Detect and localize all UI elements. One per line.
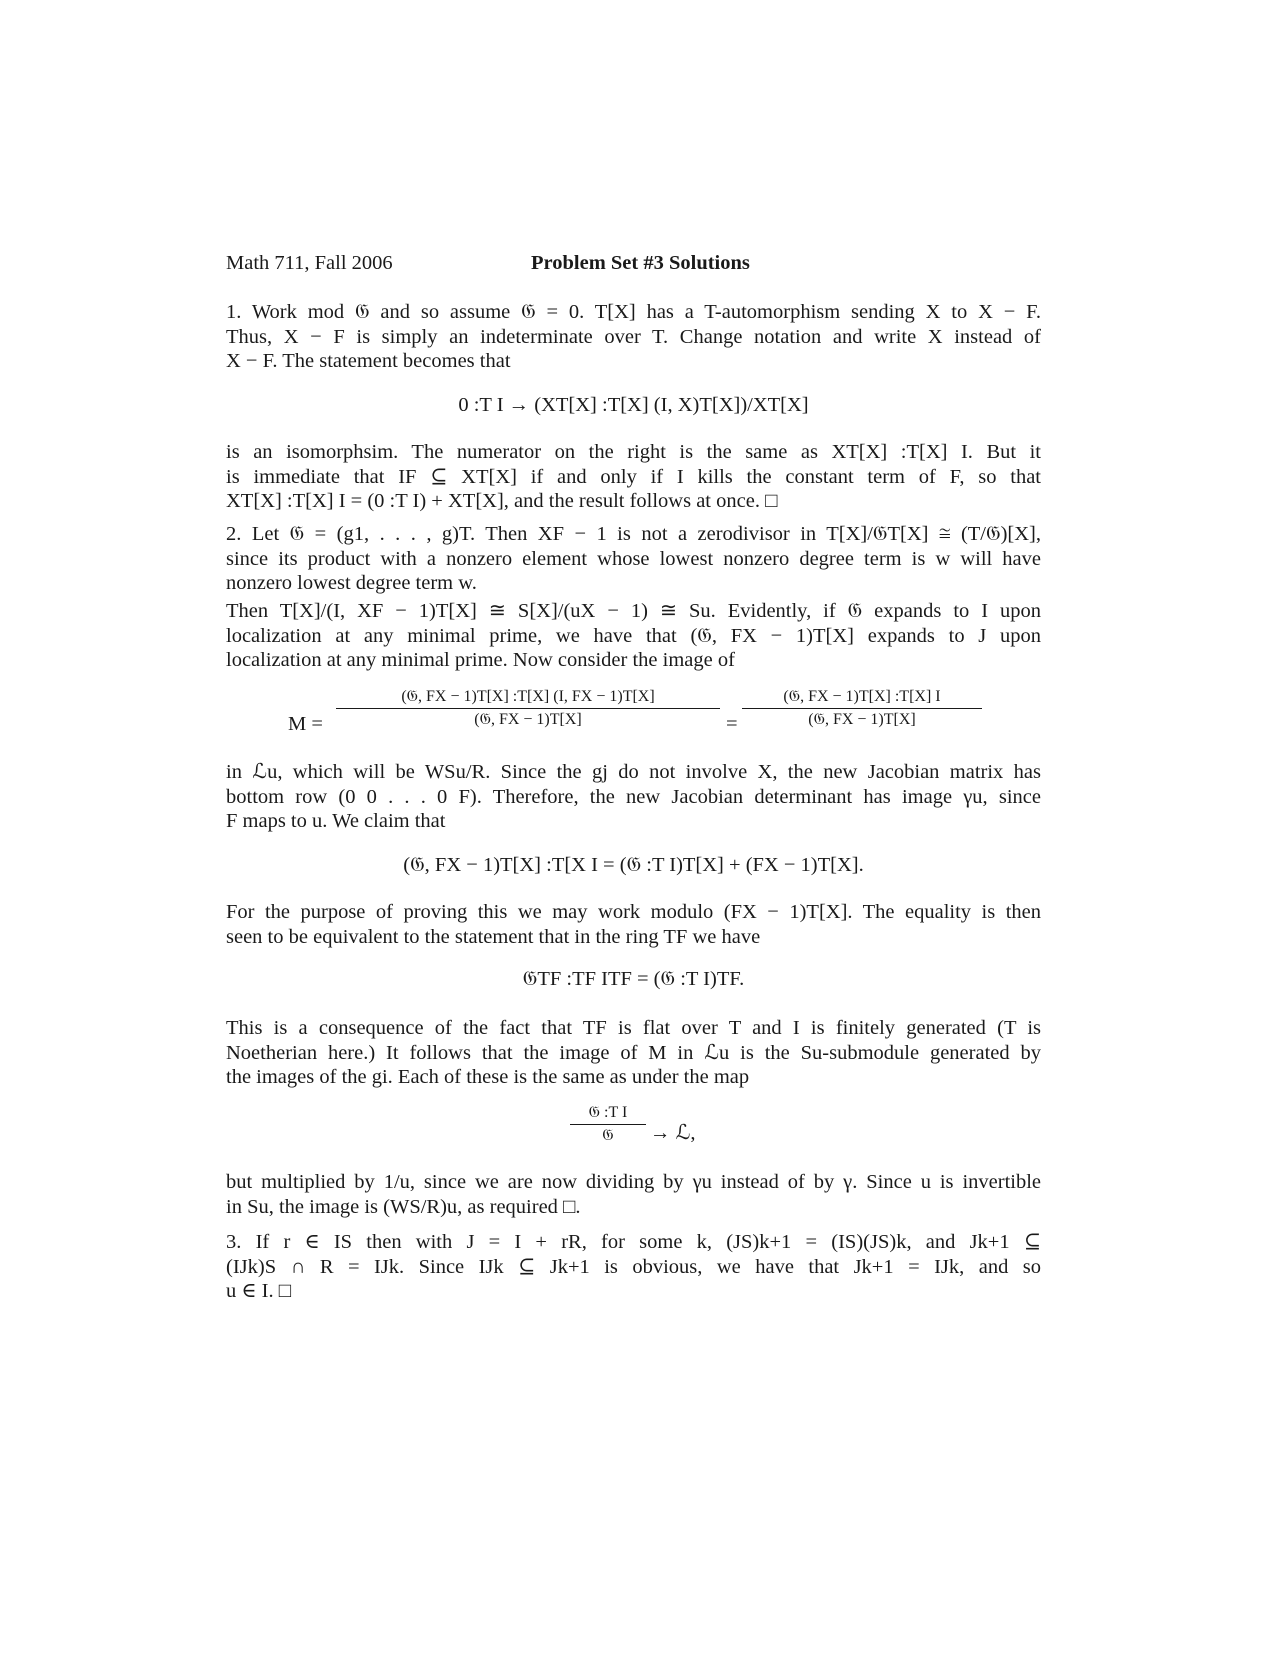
text-line: This is a consequence of the fact that TF is flat over T and I is finitely generated (T is [226, 1017, 1041, 1039]
fraction-numerator: 𝔊 :T I [570, 1104, 646, 1125]
text-line: u ∈ I. □ [226, 1280, 292, 1302]
text-line: since its product with a nonzero element whose lowest nonzero degree term is w will have [226, 547, 1041, 570]
ring-equation: 𝔊TF :TF ITF = (𝔊 :T I)TF. [522, 968, 745, 990]
text-line: 3. If r ∈ IS then with J = I + rR, for some k, (JS)k+1 = (IS)(JS)k, and Jk+1 ⊆ [226, 1231, 1041, 1253]
problem-2-localization [226, 599, 1041, 673]
final-paragraph [226, 1170, 1041, 1219]
fraction-denominator: (𝔊, FX − 1)T[X] [808, 711, 916, 728]
text-line: Noetherian here.) It follows that the image of M in ℒu is the Su-submodule generated by [226, 1041, 1041, 1064]
problem-1-statement [226, 300, 1041, 374]
map-arrow: → ℒ, [650, 1122, 696, 1144]
text-line: 1. Work mod 𝔊 and so assume 𝔊 = 0. T[X] has a T-automorphism sending X to X − F. [226, 301, 1041, 323]
fraction-denominator: (𝔊, FX − 1)T[X] [474, 711, 582, 728]
text-line: in Su, the image is (WS/R)u, as required □. [226, 1195, 581, 1218]
text-line: XT[X] :T[X] I = (0 :T I) + XT[X], and the result follows at once. □ [226, 490, 778, 512]
fraction [570, 1104, 646, 1145]
fraction-numerator: (𝔊, FX − 1)T[X] :T[X] I [742, 688, 982, 709]
problem-3-solution [226, 1230, 1041, 1304]
text-line: localization at any minimal prime. Now consider the image of [226, 649, 735, 671]
problem-1-equation: 0 :T I → (XT[X] :T[X] (I, X)T[X])/XT[X] [458, 394, 809, 416]
text-line: the images of the gi. Each of these is the same as under the map [226, 1066, 750, 1088]
purpose-paragraph [226, 900, 1041, 949]
text-line: Thus, X − F is simply an indeterminate over T. Change notation and write X instead of [226, 325, 1041, 348]
problem-1-proof [226, 440, 1041, 514]
equals-sign: = [726, 713, 738, 735]
text-line: but multiplied by 1/u, since we are now dividing by γu instead of by γ. Since u is invertible [226, 1171, 1041, 1193]
text-line: bottom row (0 0 . . . 0 F). Therefore, the new Jacobian determinant has image γu, since [226, 785, 1041, 808]
claim-equation: (𝔊, FX − 1)T[X] :T[X I = (𝔊 :T I)T[X] + (FX − 1)T[X]. [403, 854, 864, 876]
problem-2-intro [226, 522, 1041, 596]
fraction [742, 688, 982, 729]
problem-set-title: Problem Set #3 Solutions [531, 252, 750, 274]
text-line: 2. Let 𝔊 = (g1, . . . , g)T. Then XF − 1 is not a zerodivisor in T[X]/𝔊T[X] ≅ (T/𝔊)[X], [226, 523, 1041, 545]
text-line: in ℒu, which will be WSu/R. Since the gj do not involve X, the new Jacobian matrix has [226, 761, 1041, 783]
course-label: Math 711, Fall 2006 [226, 252, 393, 274]
jacobian-paragraph [226, 760, 1041, 834]
text-line: Then T[X]/(I, XF − 1)T[X] ≅ S[X]/(uX − 1) ≅ Su. Evidently, if 𝔊 expands to I upon [226, 600, 1041, 622]
text-line: nonzero lowest degree term w. [226, 572, 477, 594]
consequence-paragraph [226, 1016, 1041, 1090]
text-line: is an isomorphsim. The numerator on the right is the same as XT[X] :T[X] I. But it [226, 441, 1041, 463]
text-line: X − F. The statement becomes that [226, 350, 511, 372]
text-line: seen to be equivalent to the statement that in the ring TF we have [226, 925, 761, 948]
text-line: For the purpose of proving this we may work modulo (FX − 1)T[X]. The equality is then [226, 901, 1041, 923]
page-header [226, 252, 1041, 282]
text-line: is immediate that IF ⊆ XT[X] if and only if I kills the constant term of F, so that [226, 465, 1041, 488]
text-line: (IJk)S ∩ R = IJk. Since IJk ⊆ Jk+1 is obvious, we have that Jk+1 = IJk, and so [226, 1255, 1041, 1278]
fraction [336, 688, 720, 729]
text-line: localization at any minimal prime, we have that (𝔊, FX − 1)T[X] expands to J upon [226, 624, 1041, 647]
fraction-numerator: (𝔊, FX − 1)T[X] :T[X] (I, FX − 1)T[X] [336, 688, 720, 709]
fraction-denominator: 𝔊 [602, 1127, 614, 1144]
text-line: F maps to u. We claim that [226, 810, 446, 832]
m-equals: M = [288, 713, 323, 735]
